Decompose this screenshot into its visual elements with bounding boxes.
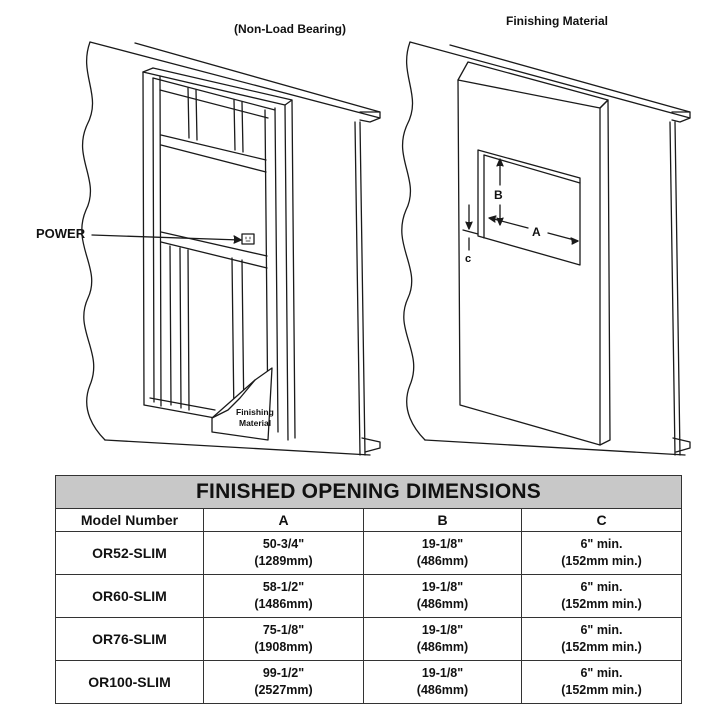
a-inches: 50-3/4": [262, 537, 305, 551]
table-row: [56, 661, 682, 704]
model-cell: OR76-SLIM: [56, 618, 204, 661]
b-cell: [364, 618, 522, 661]
a-cell: [204, 661, 364, 704]
dimension-c-label: c: [465, 253, 472, 265]
c-mm: (152mm min.): [561, 554, 642, 568]
table-row: [56, 532, 682, 575]
b-inches: 19-1/8": [421, 580, 464, 594]
header-b: B: [364, 509, 522, 532]
model-cell: OR60-SLIM: [56, 575, 204, 618]
b-mm: (486mm): [416, 597, 469, 611]
header-a: A: [204, 509, 364, 532]
b-inches: 19-1/8": [421, 537, 464, 551]
c-inches: 6" min.: [580, 537, 623, 551]
table-title: FINISHED OPENING DIMENSIONS: [56, 476, 682, 509]
a-cell: [204, 618, 364, 661]
a-cell: [204, 575, 364, 618]
a-mm: (1908mm): [254, 640, 313, 654]
a-inches: 75-1/8": [262, 623, 305, 637]
b-mm: (486mm): [416, 554, 469, 568]
b-mm: (486mm): [416, 640, 469, 654]
model-cell: OR100-SLIM: [56, 661, 204, 704]
a-mm: (2527mm): [254, 683, 313, 697]
a-mm: (1289mm): [254, 554, 313, 568]
c-inches: 6" min.: [580, 666, 623, 680]
b-inches: 19-1/8": [421, 666, 464, 680]
table-row: [56, 575, 682, 618]
a-inches: 99-1/2": [262, 666, 305, 680]
c-cell: [522, 575, 682, 618]
c-mm: (152mm min.): [561, 683, 642, 697]
finished-opening-dimensions-table: [55, 475, 682, 704]
finishing-material-label-line1: Finishing: [236, 407, 274, 417]
model-cell: OR52-SLIM: [56, 532, 204, 575]
b-inches: 19-1/8": [421, 623, 464, 637]
left-wall: [82, 42, 380, 455]
a-cell: [204, 532, 364, 575]
table-header-row: [56, 509, 682, 532]
b-cell: [364, 661, 522, 704]
c-cell: [522, 532, 682, 575]
c-inches: 6" min.: [580, 623, 623, 637]
table-title-row: [56, 476, 682, 509]
left-diagram-caption: (Non-Load Bearing): [234, 22, 346, 36]
dimension-b-label: B: [494, 188, 503, 202]
stud-frame: [92, 68, 295, 440]
finishing-material-label-line2: Material: [239, 418, 272, 428]
c-mm: (152mm min.): [561, 640, 642, 654]
a-inches: 58-1/2": [262, 580, 305, 594]
header-model-number: Model Number: [56, 509, 204, 532]
a-mm: (1486mm): [254, 597, 313, 611]
table-row: [56, 618, 682, 661]
power-label: POWER: [36, 226, 86, 241]
c-cell: [522, 661, 682, 704]
dimension-a-label: A: [532, 225, 541, 239]
b-cell: [364, 575, 522, 618]
header-c: C: [522, 509, 682, 532]
b-cell: [364, 532, 522, 575]
c-cell: [522, 618, 682, 661]
c-inches: 6" min.: [580, 580, 623, 594]
b-mm: (486mm): [416, 683, 469, 697]
finishing-panel: [458, 62, 610, 445]
right-diagram-caption: Finishing Material: [506, 14, 609, 28]
c-mm: (152mm min.): [561, 597, 642, 611]
